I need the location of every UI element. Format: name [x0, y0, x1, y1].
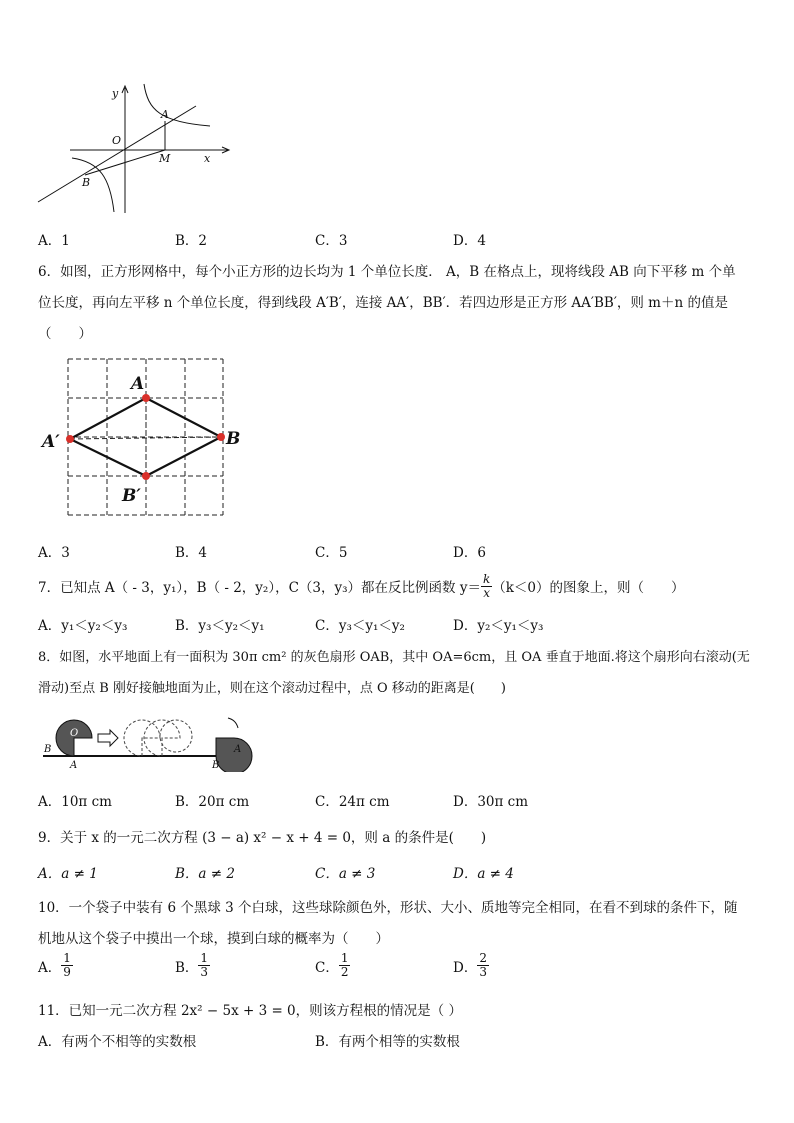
q6-stem-line-2: 位长度，再向左平移 n 个单位长度，得到线段 A′B′，连接 AA′，BB′．若四边形是正方形 AA′BB′，则 m＋n 的值是: [38, 295, 728, 311]
q7-option-a[interactable]: A．y₁＜y₂＜y₃: [38, 618, 128, 634]
q9-option-c[interactable]: C．a ≠ 3: [315, 866, 376, 882]
q8-option-c[interactable]: C．24π cm: [315, 794, 390, 810]
q10-option-d-num: 2: [479, 951, 487, 965]
label-b: B: [82, 176, 91, 189]
q10-option-b[interactable]: [175, 952, 210, 979]
q10-option-c-num: 1: [340, 951, 349, 965]
label-origin: O: [112, 134, 122, 147]
q8-option-a[interactable]: A．10π cm: [38, 794, 112, 810]
point-a-prime: [66, 435, 74, 443]
q11-option-a[interactable]: A．有两个不相等的实数根: [38, 1034, 197, 1050]
q6-option-c[interactable]: C．5: [315, 545, 348, 561]
q11-option-b[interactable]: B．有两个相等的实数根: [315, 1034, 460, 1050]
q7-stem: [38, 569, 685, 603]
q8-label-b2: B: [212, 760, 220, 771]
q6-stem-line-1: 6．如图，正方形网格中，每个小正方形的边长均为 1 个单位长度． A，B 在格点上，现将线段 AB 向下平移 m 个单: [38, 264, 736, 280]
q8-label-o1: O: [70, 728, 79, 739]
q10-stem-line-1: 10．一个袋子中装有 6 个黑球 3 个白球，这些球除颜色外，形状、大小、质地等完全相同，在看不到球的条件下，随: [38, 900, 738, 916]
q10-option-a-num: 1: [63, 951, 71, 965]
label-m: M: [159, 152, 171, 165]
q6-label-a-prime: A′: [42, 432, 60, 452]
label-y: y: [112, 87, 119, 100]
q10-option-b-num: 1: [200, 951, 209, 965]
q7-frac-den: x: [483, 585, 490, 600]
q8-stem-line-2: 滑动)至点 B 刚好接触地面为止，则在这个滚动过程中，点 O 移动的距离是( ): [38, 681, 506, 696]
q10-option-c[interactable]: [315, 952, 350, 979]
rotate-arrow-icon: [228, 718, 238, 728]
q6-label-b-prime: B′: [122, 486, 141, 506]
q7-frac-num: k: [482, 571, 491, 586]
q8-label-b1: B: [44, 744, 52, 755]
q6-label-b: B: [226, 429, 241, 449]
point-b-prime: [142, 472, 150, 480]
q5-figure: [30, 80, 240, 220]
q7-stem-prefix: 7．已知点 A（ - 3，y₁），B（ - 2，y₂），C（3，y₃）都在反比例函数 y＝: [38, 580, 481, 596]
q10-option-d[interactable]: [453, 952, 489, 979]
q8-option-d[interactable]: D．30π cm: [453, 794, 529, 810]
q8-stem-line-1: 8．如图，水平地面上有一面积为 30π cm² 的灰色扇形 OAB，其中 OA=6cm，且 OA 垂直于地面.将这个扇形向右滚动(无: [38, 650, 750, 665]
line-ab: [38, 106, 196, 202]
point-a: [142, 394, 150, 402]
q7-stem-suffix: （k＜0）的图象上，则（ ）: [492, 580, 685, 596]
q6-label-a: A: [131, 374, 145, 394]
q8-label-a1: A: [70, 760, 78, 771]
q6-option-d[interactable]: D．6: [453, 545, 486, 561]
q10-option-b-den: 3: [200, 965, 209, 979]
label-a: A: [161, 108, 169, 121]
q9-stem: 9．关于 x 的一元二次方程 (3 − a) x² − x + 4 = 0，则 a 的条件是( ): [38, 830, 487, 846]
q6-option-b[interactable]: B．4: [175, 545, 208, 561]
q10-option-a-label: A．: [38, 959, 62, 976]
q8-option-b[interactable]: B．20π cm: [175, 794, 250, 810]
point-b: [217, 433, 225, 441]
q10-stem-line-2: 机地从这个袋子中摸出一个球，摸到白球的概率为（ ）: [38, 931, 389, 947]
q9-option-b[interactable]: B．a ≠ 2: [175, 866, 235, 882]
q5-option-d[interactable]: D．4: [453, 233, 486, 249]
hyperbola-branch-2: [72, 158, 114, 212]
q10-option-d-den: 3: [479, 965, 487, 979]
q8-rolling-figure: [38, 712, 253, 772]
right-arrow-icon: [98, 730, 118, 746]
q6-option-a[interactable]: A．3: [38, 545, 70, 561]
q8-label-o2: O: [212, 728, 221, 739]
q7-option-c[interactable]: C．y₃＜y₁＜y₂: [315, 618, 405, 634]
q8-label-a2: A: [234, 744, 242, 755]
hyperbola-branch-1: [144, 84, 210, 126]
q6-grid-figure: [40, 355, 250, 520]
q10-option-b-label: B．: [175, 959, 199, 976]
q5-option-c[interactable]: C．3: [315, 233, 348, 249]
q9-option-a[interactable]: A．a ≠ 1: [38, 866, 98, 882]
q9-option-d[interactable]: D．a ≠ 4: [453, 866, 514, 882]
q11-stem: 11．已知一元二次方程 2x² − 5x + 3 = 0，则该方程根的情况是（ ）: [38, 1003, 462, 1019]
q7-option-d[interactable]: D．y₂＜y₁＜y₃: [453, 618, 544, 634]
q7-option-b[interactable]: B．y₃＜y₂＜y₁: [175, 618, 265, 634]
q10-option-c-label: C．: [315, 959, 339, 976]
q10-option-a-den: 9: [63, 965, 71, 979]
q5-option-b[interactable]: B．2: [175, 233, 208, 249]
q6-stem-line-3: （ ）: [38, 326, 92, 342]
q7-fraction: [481, 573, 492, 600]
q10-option-c-den: 2: [340, 965, 349, 979]
q10-option-d-label: D．: [453, 959, 478, 976]
q5-option-a[interactable]: A．1: [38, 233, 70, 249]
q10-option-a[interactable]: [38, 952, 73, 979]
label-x: x: [204, 152, 211, 165]
